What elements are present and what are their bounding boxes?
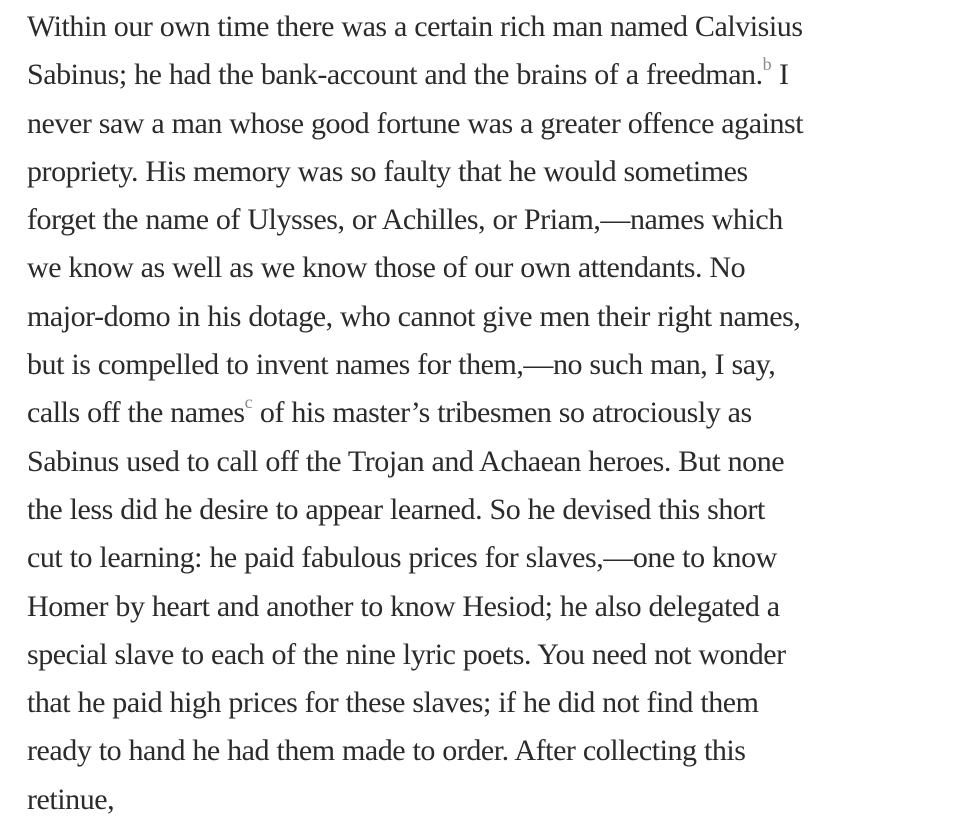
text-line: special slave to each of the nine lyric poets. You need not wonder — [27, 637, 786, 671]
text-line: Homer by heart and another to know Hesiod; he also delegated a — [27, 589, 780, 623]
text-line: retinue, — [27, 782, 115, 816]
text-line: but is compelled to invent names for them,—no such man, I say, — [27, 348, 776, 382]
text-line: cut to learning: he paid fabulous prices for slaves,—one to know — [27, 541, 777, 575]
text-line: the less did he desire to appear learned. So he devised this short — [27, 492, 765, 526]
text-segment: of his master’s tribesmen so atrociously as — [252, 396, 752, 430]
text-line: calls off the names$^c$ of his master’s tribesmen so atrociously as — [27, 392, 752, 430]
text-passage — [27, 3, 952, 824]
text-line: propriety. His memory was so faulty that he would sometimes — [27, 154, 748, 188]
text-line: Within our own time there was a certain rich man named Calvisius — [27, 10, 803, 43]
text-line: major-domo in his dotage, who cannot give men their right names, — [27, 299, 801, 333]
text-segment: calls off the names — [27, 396, 245, 430]
text-line: we know as well as we know those of our own attendants. No — [27, 251, 746, 285]
text-line: Sabinus used to call off the Trojan and Achaean heroes. But none — [27, 444, 785, 478]
text-line: Sabinus; he had the bank-account and the brains of a freedman.$^b$ I — [27, 54, 789, 92]
text-line: forget the name of Ulysses, or Achilles, or Priam,—names which — [27, 203, 783, 237]
text-line: never saw a man whose good fortune was a greater offence against — [27, 106, 804, 140]
text-segment: Sabinus; he had the bank-account and the brains of a freedman. — [27, 58, 763, 92]
text-line: that he paid high prices for these slaves; if he did not find them — [27, 686, 759, 720]
text-line: ready to hand he had them made to order. After collecting this — [27, 734, 746, 768]
text-segment: I — [771, 58, 789, 92]
